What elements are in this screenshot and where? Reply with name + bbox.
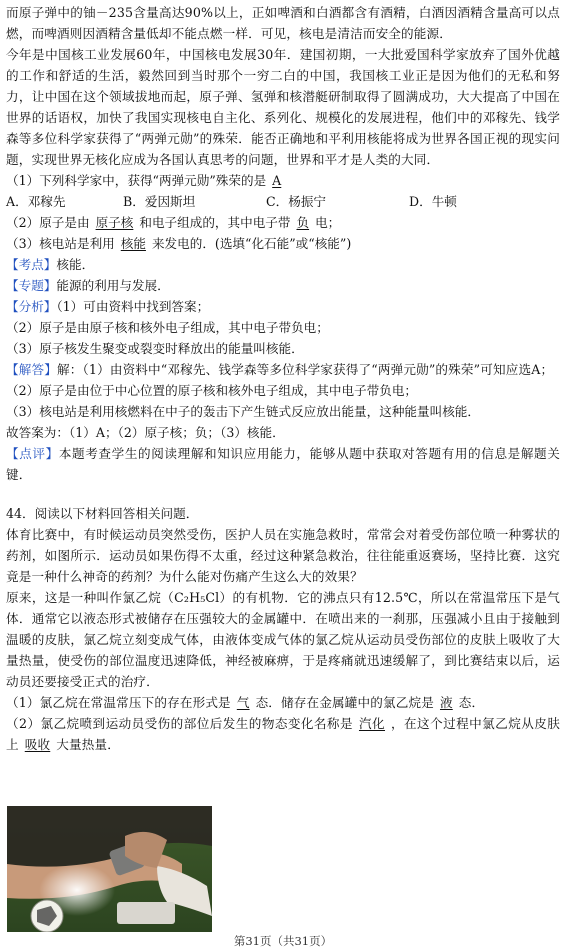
passage-paragraph-2: 今年是中国核工业发展60年，中国核电发展30年．建国初期，一大批爱国科学家放弃了国外优越的工作和舒适的生活，毅然回到当时那个一穷二白的中国，我国核工业正是因为他们的无私和努力，让中国在这个领域拔地而起，原子弹、氢弹和核潜艇研制取得了圆满成功，大大提高了中国在世界的话语权，加快了我国实现核电自主化、系列化、规模化的发展进程，他们中的邓稼先、钱学森等多位科学家获得了“两弹元勋”的殊荣．能否正确地和平利用核能将成为世界各国正视的现实问题，实现世界无核化应成为各国认真思考的问题，世界和平才是人类的大同． (6, 47, 560, 167)
answer-blank: 负 (296, 215, 310, 230)
answer-blank: 核能 (120, 236, 146, 251)
kaodian-section: 【考点】核能． (6, 257, 95, 272)
first-aid-illustration (7, 806, 212, 932)
choice-b: B．爱因斯坦 (123, 194, 196, 209)
answer-blank: 原子核 (95, 215, 134, 230)
answer-blank: 汽化 (358, 716, 386, 731)
zhuanti-tag: 【专题】 (6, 278, 57, 293)
question-43-3: （3）核电站是利用 核能 来发电的．(选填“化石能”或“核能”) (6, 236, 352, 251)
dianping-section: 【点评】本题考查学生的阅读理解和知识应用能力，能够从题中获取对答题有用的信息是解题关键． (6, 446, 560, 482)
question-43-2: （2）原子是由 原子核 和电子组成的，其中电子带 负 电； (6, 215, 341, 230)
question-44-2: （2）氯乙烷喷到运动员受伤的部位后发生的物态变化名称是 汽化 ，在这个过程中氯乙烷从皮肤上 吸收 大量热量． (6, 716, 560, 752)
document-page (6, 2, 560, 755)
passage-paragraph-1: 而原子弹中的铀－235含量高达90%以上，正如啤酒和白酒都含有酒精，白酒因酒精含量高可以点燃，而啤酒则因酒精含量低却不能点燃一样．可见，核电是清洁而安全的能源． (6, 5, 560, 41)
choice-list (6, 191, 560, 212)
jieda-line: （2）原子是由位于中心位置的原子核和核外电子组成，其中电子带负电； (6, 383, 418, 398)
spacer (6, 485, 560, 503)
jieda-tag: 【解答】 (6, 362, 57, 377)
fenxi-line: （3）原子核发生聚变或裂变时释放出的能量叫核能． (6, 341, 304, 356)
q44-paragraph-1: 体育比赛中，有时候运动员突然受伤，医护人员在实施急救时，常常会对着受伤部位喷一种雾状的药剂，如图所示．运动员如果伤得不太重，经过这种紧急救治，往往能重返赛场，坚持比赛．这究竟是一种什么神奇的药剂？为什么能对伤痛产生这么大的效果？ (6, 527, 560, 584)
answer-blank: A (272, 173, 282, 188)
answer-blank: 液 (439, 695, 453, 710)
kaodian-tag: 【考点】 (6, 257, 57, 272)
q44-paragraph-2: 原来，这是一种叫作氯乙烷（C₂H₅Cl）的有机物．它的沸点只有12.5℃，所以在常温常压下是气体．通常它以液态形式被储存在压强较大的金属罐中．在喷出来的一刹那，压强减小且由于接触到温暖的皮肤，氯乙烷立刻变成气体，由液体变成气体的氯乙烷从运动员受伤部位的皮肤上吸收了大量热量，使受伤的部位温度迅速降低，神经被麻痹，于是疼痛就迅速缓解了，到比赛结束以后，运动员还要接受正式的治疗． (6, 590, 560, 689)
jieda-section: 【解答】解：（1）由资料中“邓稼先、钱学森等多位科学家获得了“两弹元勋”的殊荣”可知应选A； (6, 362, 554, 377)
choice-d: D．牛顿 (409, 194, 457, 209)
zhuanti-section: 【专题】能源的利用与发展． (6, 278, 170, 293)
answer-blank: 气 (236, 695, 250, 710)
page-footer: 第31页（共31页） (233, 934, 333, 948)
towel (117, 902, 175, 924)
fenxi-line: （2）原子是由原子核和核外电子组成，其中电子带负电； (6, 320, 329, 335)
choice-c: C．杨振宁 (266, 194, 327, 209)
question-44-title: 44．阅读以下材料回答相关问题． (6, 506, 199, 521)
fenxi-section: 【分析】（1）可由资料中找到答案； (6, 299, 210, 314)
question-44-1: （1）氯乙烷在常温常压下的存在形式是 气 态．储存在金属罐中的氯乙烷是 液 态． (6, 695, 485, 710)
fenxi-tag: 【分析】 (6, 299, 57, 314)
first-aid-photo (7, 806, 212, 932)
choice-a: A．邓稼先 (6, 194, 66, 209)
question-43-1: （1）下列科学家中，获得“两弹元勋”殊荣的是 A (6, 170, 560, 191)
answer-summary: 故答案为：（1）A；（2）原子核；负；（3）核能． (6, 425, 285, 440)
jieda-line: （3）核电站是利用核燃料在中子的轰击下产生链式反应放出能量，这种能量叫核能． (6, 404, 480, 419)
answer-blank: 吸收 (24, 737, 51, 752)
dianping-tag: 【点评】 (6, 446, 59, 461)
